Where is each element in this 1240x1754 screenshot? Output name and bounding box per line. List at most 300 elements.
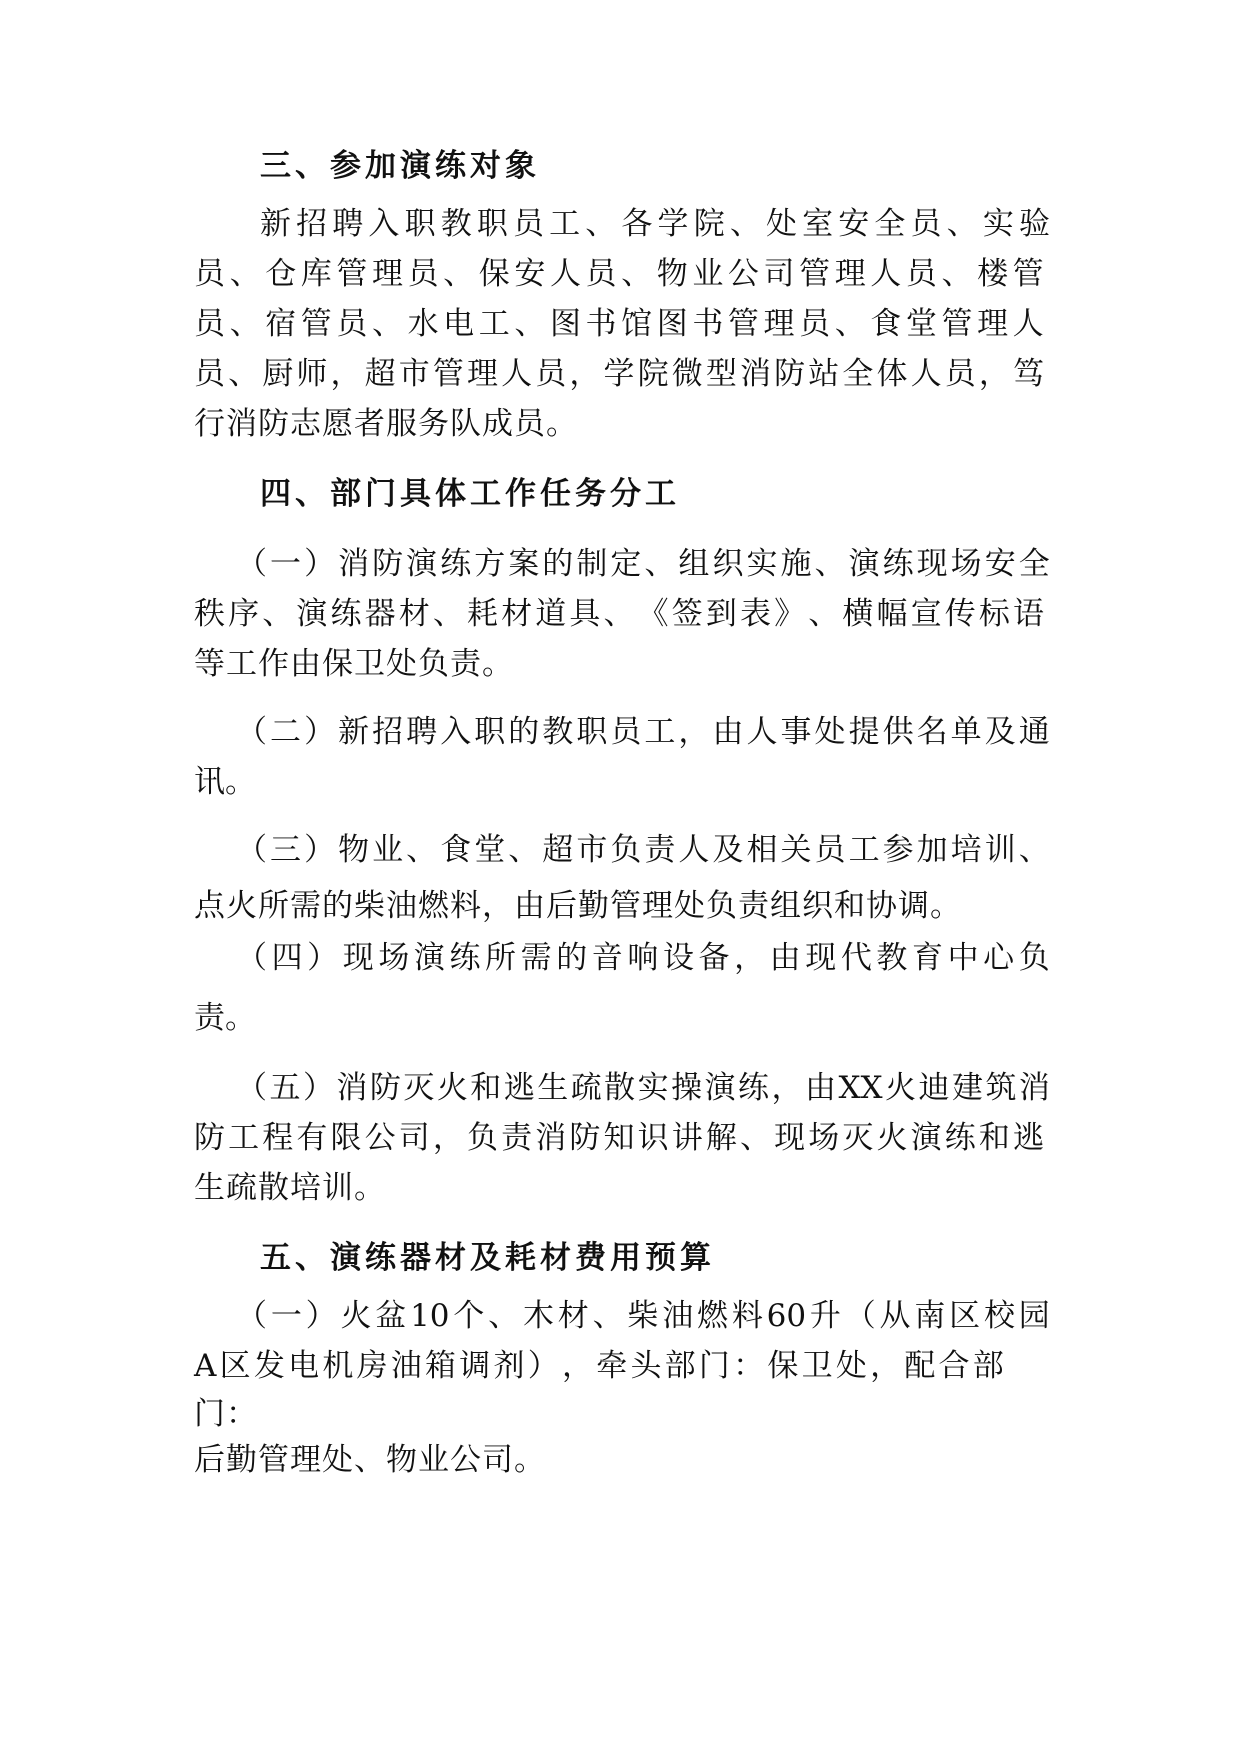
glyph: 园: [1018, 1298, 1050, 1334]
glyph: 程: [262, 1120, 294, 1156]
glyph: 消: [336, 1070, 368, 1106]
paragraph-line: 后勤管理处、物业公司。: [194, 1442, 546, 1478]
glyph: 员: [512, 206, 544, 242]
glyph: 60: [766, 1298, 807, 1334]
glyph: 、: [488, 1298, 520, 1334]
glyph: 、: [834, 306, 866, 342]
glyph: 馆: [621, 306, 653, 342]
glyph: 三: [270, 832, 302, 868]
glyph: 、: [1018, 832, 1050, 868]
glyph: 院: [693, 206, 725, 242]
glyph: 个: [453, 1298, 485, 1334]
glyph: 、: [603, 596, 635, 632]
glyph: 四: [271, 940, 303, 976]
glyph: 具: [569, 596, 601, 632]
glyph: 图: [656, 306, 688, 342]
glyph: 验: [1018, 206, 1050, 242]
paragraph-line: [260, 204, 1050, 244]
glyph: 发: [253, 1348, 285, 1384]
glyph: 书: [692, 306, 724, 342]
glyph: 理: [977, 306, 1009, 342]
glyph: 限: [330, 1120, 362, 1156]
glyph: 消: [535, 1120, 567, 1156]
glyph: 工: [549, 206, 581, 242]
glyph: 教: [876, 940, 908, 976]
glyph: 器: [364, 596, 396, 632]
glyph: 现: [342, 940, 374, 976]
glyph: 超: [542, 832, 574, 868]
glyph: 师: [296, 356, 328, 392]
glyph: 人: [549, 256, 581, 292]
glyph: 、: [644, 546, 676, 582]
glyph: 练: [882, 546, 914, 582]
glyph: 道: [535, 596, 567, 632]
glyph: 练: [440, 546, 472, 582]
glyph: 房: [356, 1348, 388, 1384]
glyph: 卫: [801, 1348, 833, 1384]
glyph: 、: [941, 256, 973, 292]
glyph: 堂: [474, 832, 506, 868]
glyph: 现: [774, 1120, 806, 1156]
glyph: 燃: [697, 1298, 729, 1334]
glyph: 工: [644, 714, 676, 750]
glyph: 微: [671, 356, 703, 392]
glyph: 人: [1012, 306, 1044, 342]
glyph: 全: [1018, 546, 1050, 582]
glyph: 管: [799, 256, 831, 292]
glyph: ，: [734, 940, 766, 976]
glyph: 、: [443, 256, 475, 292]
glyph: 业: [372, 832, 404, 868]
glyph: 招: [296, 206, 328, 242]
glyph: 入: [368, 206, 400, 242]
glyph: 厨: [262, 356, 294, 392]
glyph: 火: [885, 1070, 917, 1106]
paragraph-line: 行消防志愿者服务队成员。: [194, 406, 578, 442]
glyph: 员: [336, 306, 368, 342]
glyph: 员: [407, 256, 439, 292]
glyph: 幅: [876, 596, 908, 632]
glyph: 防: [372, 546, 404, 582]
glyph: 逃: [1013, 1120, 1044, 1156]
glyph: 工: [228, 1120, 260, 1156]
glyph: 防: [774, 356, 806, 392]
glyph: 料: [731, 1298, 763, 1334]
glyph: 负: [1018, 940, 1050, 976]
glyph: （: [236, 940, 267, 976]
glyph: 方: [474, 546, 506, 582]
glyph: 市: [398, 356, 430, 392]
glyph: 训: [984, 832, 1016, 868]
glyph: 校: [983, 1298, 1015, 1334]
paragraph-line: 讯。: [194, 764, 256, 800]
paragraph-line: 门：: [194, 1396, 258, 1432]
glyph: 区: [949, 1298, 981, 1334]
glyph: 职: [474, 714, 506, 750]
glyph: 头: [630, 1348, 662, 1384]
glyph: 处: [835, 1348, 867, 1384]
glyph: 管: [941, 306, 973, 342]
glyph: 型: [705, 356, 737, 392]
glyph: 消: [338, 546, 370, 582]
glyph: 消: [740, 356, 771, 392]
glyph: 机: [322, 1348, 354, 1384]
paragraph-line: [194, 1346, 1004, 1386]
glyph: 员: [194, 256, 225, 292]
glyph: 理: [467, 356, 498, 392]
glyph: 剂: [493, 1348, 525, 1384]
glyph: 材: [398, 596, 430, 632]
glyph: 负: [467, 1120, 498, 1156]
glyph: 管: [300, 306, 332, 342]
glyph: （: [236, 1298, 267, 1334]
glyph: 南: [914, 1298, 946, 1334]
glyph: 招: [372, 714, 404, 750]
glyph: 物: [656, 256, 688, 292]
glyph: 迪: [918, 1070, 950, 1106]
glyph: 材: [501, 596, 533, 632]
glyph: 中: [947, 940, 979, 976]
glyph: 从: [879, 1298, 911, 1334]
glyph: 员: [194, 356, 225, 392]
glyph: 、: [371, 306, 403, 342]
glyph: （: [236, 546, 267, 582]
glyph: 人: [678, 832, 710, 868]
glyph: 电: [288, 1348, 320, 1384]
glyph: 现: [916, 546, 948, 582]
glyph: 、: [808, 596, 840, 632]
glyph: 备: [698, 940, 730, 976]
glyph: 新: [338, 714, 370, 750]
glyph: 油: [662, 1298, 694, 1334]
glyph: 保: [767, 1348, 799, 1384]
glyph: 签: [671, 596, 703, 632]
glyph: 语: [1013, 596, 1044, 632]
glyph: 由: [712, 714, 744, 750]
glyph: 名: [916, 714, 948, 750]
glyph: 员: [535, 356, 567, 392]
glyph: 实: [746, 546, 778, 582]
glyph: 防: [369, 1070, 401, 1106]
glyph: 识: [637, 1120, 669, 1156]
glyph: 场: [950, 546, 982, 582]
glyph: 入: [440, 714, 472, 750]
glyph: 的: [542, 546, 574, 582]
section-heading: 四、部门具体工作任务分工: [260, 476, 680, 512]
glyph: 处: [765, 206, 797, 242]
glyph: 的: [508, 714, 540, 750]
glyph: 培: [950, 832, 982, 868]
glyph: ，: [561, 1348, 593, 1384]
glyph: ）: [304, 832, 336, 868]
glyph: 食: [440, 832, 472, 868]
glyph: 市: [576, 832, 608, 868]
glyph: 、: [228, 356, 260, 392]
glyph: 演: [413, 940, 445, 976]
paragraph-line: 等工作由保卫处负责。: [194, 646, 514, 682]
glyph: 仓: [265, 256, 297, 292]
glyph: 学: [657, 206, 689, 242]
glyph: 教: [542, 714, 574, 750]
glyph: 部: [972, 1348, 1004, 1384]
glyph: ）: [304, 714, 336, 750]
glyph: 人: [501, 356, 533, 392]
glyph: 员: [910, 206, 942, 242]
glyph: 制: [576, 546, 608, 582]
glyph: 所: [485, 940, 517, 976]
glyph: 、: [585, 206, 617, 242]
glyph: 场: [808, 1120, 840, 1156]
glyph: 和: [470, 1070, 502, 1106]
glyph: ）: [527, 1348, 559, 1384]
glyph: 公: [364, 1120, 396, 1156]
glyph: ）: [307, 940, 339, 976]
paragraph-line: [194, 594, 1044, 634]
glyph: 案: [508, 546, 540, 582]
glyph: 图: [549, 306, 581, 342]
glyph: 和: [978, 1120, 1010, 1156]
glyph: 职: [576, 714, 608, 750]
paragraph-line: [194, 1118, 1044, 1158]
glyph: ，: [432, 1120, 464, 1156]
glyph: 人: [870, 256, 902, 292]
glyph: 练: [944, 1120, 976, 1156]
glyph: 门: [698, 1348, 730, 1384]
glyph: 火: [436, 1070, 468, 1106]
glyph: 合: [938, 1348, 970, 1384]
glyph: 调: [459, 1348, 491, 1384]
glyph: 、: [592, 1298, 624, 1334]
glyph: 防: [194, 1120, 225, 1156]
glyph: 秩: [194, 596, 225, 632]
glyph: 相: [746, 832, 778, 868]
glyph: 管: [727, 306, 759, 342]
glyph: 实: [637, 1070, 669, 1106]
glyph: 通: [1018, 714, 1050, 750]
glyph: 疏: [570, 1070, 602, 1106]
glyph: 及: [984, 714, 1016, 750]
glyph: 库: [300, 256, 332, 292]
glyph: 宿: [265, 306, 297, 342]
glyph: （: [236, 832, 267, 868]
glyph: 一: [270, 1298, 302, 1334]
glyph: 、: [814, 546, 846, 582]
glyph: 建: [951, 1070, 983, 1106]
glyph: 灭: [842, 1120, 874, 1156]
glyph: 火: [340, 1298, 372, 1334]
glyph: 司: [398, 1120, 430, 1156]
glyph: 柴: [627, 1298, 659, 1334]
glyph: 配: [904, 1348, 936, 1384]
glyph: 工: [848, 832, 880, 868]
glyph: 练: [449, 940, 481, 976]
glyph: 事: [780, 714, 812, 750]
paragraph-line: [236, 544, 1050, 584]
glyph: 、: [740, 1120, 771, 1156]
glyph: 处: [814, 714, 846, 750]
glyph: 、: [406, 832, 438, 868]
glyph: 二: [270, 714, 302, 750]
glyph: 人: [746, 714, 778, 750]
glyph: 学: [603, 356, 635, 392]
glyph: 织: [712, 546, 744, 582]
glyph: （: [844, 1298, 876, 1334]
paragraph-line: 责。: [194, 1000, 256, 1036]
glyph: 散: [604, 1070, 636, 1106]
glyph: 司: [763, 256, 795, 292]
glyph: 组: [678, 546, 710, 582]
glyph: 宣: [910, 596, 942, 632]
glyph: 箱: [425, 1348, 457, 1384]
glyph: 、: [508, 832, 540, 868]
glyph: 体: [876, 356, 908, 392]
glyph: 院: [637, 356, 669, 392]
glyph: 公: [727, 256, 759, 292]
glyph: 五: [269, 1070, 301, 1106]
glyph: 设: [662, 940, 694, 976]
glyph: 供: [882, 714, 914, 750]
glyph: 序: [228, 596, 260, 632]
glyph: 盆: [375, 1298, 407, 1334]
glyph: 各: [621, 206, 653, 242]
glyph: ，: [870, 1348, 902, 1384]
glyph: 演: [296, 596, 328, 632]
glyph: A: [194, 1348, 217, 1384]
glyph: （: [236, 1070, 267, 1106]
glyph: 单: [950, 714, 982, 750]
glyph: 员: [799, 306, 831, 342]
glyph: 站: [808, 356, 840, 392]
glyph: 及: [712, 832, 744, 868]
glyph: 演: [910, 1120, 942, 1156]
glyph: 区: [219, 1348, 251, 1384]
glyph: 标: [978, 596, 1010, 632]
glyph: 员: [194, 306, 225, 342]
glyph: 演: [704, 1070, 736, 1106]
glyph: 业: [692, 256, 724, 292]
glyph: 木: [522, 1298, 554, 1334]
glyph: 室: [802, 206, 834, 242]
glyph: 实: [982, 206, 1014, 242]
glyph: 工: [478, 306, 510, 342]
glyph: 责: [501, 1120, 533, 1156]
glyph: 防: [569, 1120, 601, 1156]
glyph: ：: [733, 1348, 765, 1384]
glyph: 响: [627, 940, 659, 976]
glyph: 部: [664, 1348, 696, 1384]
glyph: 保: [478, 256, 510, 292]
glyph: 材: [557, 1298, 589, 1334]
glyph: 》: [774, 596, 806, 632]
glyph: 全: [874, 206, 906, 242]
glyph: 新: [260, 206, 291, 242]
glyph: 安: [514, 256, 546, 292]
glyph: 10: [410, 1298, 450, 1334]
glyph: 表: [740, 596, 771, 632]
glyph: 提: [848, 714, 880, 750]
glyph: 讲: [671, 1120, 703, 1156]
glyph: 管: [432, 356, 464, 392]
glyph: 职: [404, 206, 436, 242]
glyph: 代: [840, 940, 872, 976]
glyph: ）: [305, 1298, 337, 1334]
glyph: 由: [769, 940, 801, 976]
paragraph-line: [236, 1296, 1050, 1336]
paragraph-line: [194, 354, 1044, 394]
glyph: 、: [262, 596, 294, 632]
glyph: （: [236, 714, 267, 750]
glyph: 超: [364, 356, 396, 392]
glyph: 由: [804, 1070, 836, 1106]
glyph: 安: [984, 546, 1016, 582]
glyph: 横: [842, 596, 874, 632]
glyph: ）: [304, 546, 336, 582]
glyph: 电: [443, 306, 475, 342]
glyph: 理: [371, 256, 403, 292]
glyph: 参: [882, 832, 914, 868]
glyph: 育: [911, 940, 943, 976]
glyph: 、: [729, 206, 761, 242]
glyph: 到: [705, 596, 737, 632]
glyph: 心: [983, 940, 1015, 976]
glyph: 牵: [596, 1348, 628, 1384]
glyph: 员: [944, 356, 976, 392]
glyph: ，: [978, 356, 1010, 392]
glyph: 楼: [977, 256, 1009, 292]
glyph: 、: [229, 256, 261, 292]
glyph: 笃: [1013, 356, 1044, 392]
glyph: 施: [780, 546, 812, 582]
glyph: 油: [390, 1348, 422, 1384]
glyph: 、: [432, 596, 464, 632]
glyph: 全: [842, 356, 874, 392]
glyph: 演: [848, 546, 880, 582]
glyph: 现: [805, 940, 837, 976]
paragraph-line: [236, 938, 1050, 978]
paragraph-line: [236, 712, 1050, 752]
glyph: 《: [637, 596, 669, 632]
glyph: 知: [603, 1120, 635, 1156]
glyph: 升: [809, 1298, 841, 1334]
glyph: 责: [644, 832, 676, 868]
glyph: 需: [520, 940, 552, 976]
glyph: 、: [229, 306, 261, 342]
glyph: 理: [763, 306, 795, 342]
glyph: 练: [738, 1070, 770, 1106]
glyph: 物: [338, 832, 370, 868]
paragraph-line: [194, 254, 1044, 294]
glyph: 传: [944, 596, 976, 632]
glyph: 聘: [332, 206, 364, 242]
paragraph-line: [236, 830, 1050, 870]
glyph: ，: [569, 356, 601, 392]
glyph: XX: [838, 1070, 883, 1106]
glyph: 练: [330, 596, 362, 632]
glyph: 食: [870, 306, 902, 342]
glyph: 、: [621, 256, 653, 292]
glyph: 演: [406, 546, 438, 582]
paragraph-line: 点火所需的柴油燃料，由后勤管理处负责组织和协调。: [194, 888, 962, 924]
glyph: 职: [476, 206, 508, 242]
glyph: 理: [834, 256, 866, 292]
glyph: ，: [678, 714, 710, 750]
glyph: 逃: [503, 1070, 535, 1106]
glyph: ，: [330, 356, 362, 392]
paragraph-line: [194, 304, 1044, 344]
glyph: ）: [302, 1070, 334, 1106]
glyph: 解: [705, 1120, 737, 1156]
glyph: 管: [1012, 256, 1044, 292]
